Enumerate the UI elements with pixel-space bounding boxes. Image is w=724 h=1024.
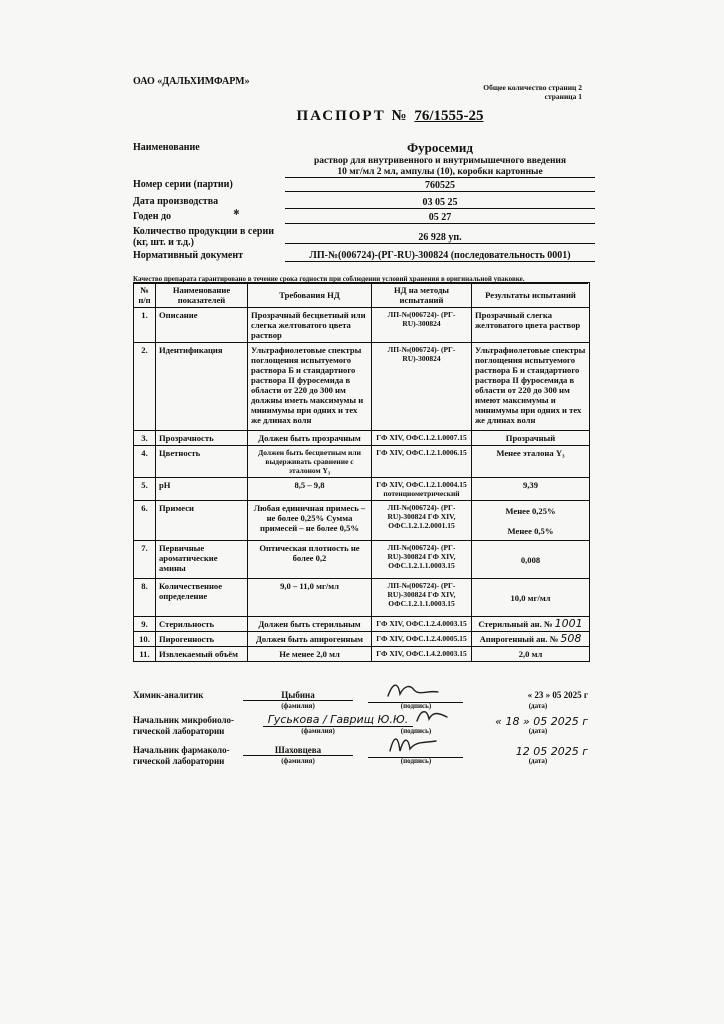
table-row bbox=[134, 579, 590, 617]
expiry-label: Годен до bbox=[133, 211, 172, 222]
row-result: Менее эталона Y₃ bbox=[472, 446, 590, 478]
row-method: ЛП-№(006724)- (РГ-RU)-300824 ГФ XIV, ОФС.1.2.1.1.0003.15 bbox=[372, 579, 472, 617]
scan-mark: ✱ bbox=[233, 208, 240, 217]
page-current: страница 1 bbox=[544, 92, 582, 101]
signature-surname: Шаховцева bbox=[243, 745, 353, 756]
signature-line bbox=[368, 731, 463, 758]
row-method: ЛП-№(006724)- (РГ-RU)-300824 ГФ XIV, ОФС.1.2.1.2.0001.15 bbox=[372, 501, 472, 541]
row-requirement: Должен быть апирогенным bbox=[248, 632, 372, 647]
surname-caption: (фамилия) bbox=[301, 727, 335, 735]
row-indicator: Примеси bbox=[156, 501, 248, 541]
name-label: Наименование bbox=[133, 142, 200, 153]
row-requirement: Не менее 2,0 мл bbox=[248, 647, 372, 662]
signature-date: « 23 » 05 2025 г bbox=[527, 690, 588, 700]
row-method: ЛП-№(006724)- (РГ-RU)-300824 ГФ XIV, ОФС.1.2.1.1.0003.15 bbox=[372, 541, 472, 579]
result-single-impurity: Менее 0,25% bbox=[505, 505, 556, 516]
row-result: Прозрачный слегка желтоватого цвета раствор bbox=[472, 308, 590, 343]
table-row bbox=[134, 343, 590, 431]
page-count bbox=[470, 83, 582, 101]
row-indicator: Стерильность bbox=[156, 617, 248, 632]
mfg-date-value: 03 05 25 bbox=[285, 197, 595, 209]
row-method: ГФ XIV, ОФС.1.2.1.0006.15 bbox=[372, 446, 472, 478]
quantity-label-2: (кг, шт. и т.д.) bbox=[133, 237, 194, 248]
date-caption: (дата) bbox=[528, 757, 548, 765]
row-number: 6. bbox=[134, 501, 156, 541]
product-description-2: 10 мг/мл 2 мл, ампулы (10), коробки картонные bbox=[285, 167, 595, 178]
result-total-impurities: Менее 0,5% bbox=[507, 525, 554, 536]
table-row bbox=[134, 478, 590, 501]
handwritten-signature bbox=[368, 678, 463, 702]
row-number: 4. bbox=[134, 446, 156, 478]
row-indicator: Идентификация bbox=[156, 343, 248, 431]
quality-note: Качество препарата гарантировано в течение срока годности при соблюдении условий хранения в оригинальной упаковке. bbox=[133, 275, 588, 284]
signature-surname: Гуськова / Гаврищ Ю.Ю. bbox=[263, 713, 413, 727]
signature-role-line2: гической лаборатории bbox=[133, 726, 225, 736]
row-indicator: Пирогенность bbox=[156, 632, 248, 647]
handwritten-signature bbox=[413, 705, 453, 727]
row-indicator: Прозрачность bbox=[156, 431, 248, 446]
row-indicator: Количественное определение bbox=[156, 579, 248, 617]
row-requirement: Должен быть прозрачным bbox=[248, 431, 372, 446]
row-number: 8. bbox=[134, 579, 156, 617]
date-caption: (дата) bbox=[528, 727, 548, 735]
signature-role-line2: гической лаборатории bbox=[133, 756, 225, 766]
passport-title bbox=[230, 108, 550, 125]
row-number: 9. bbox=[134, 617, 156, 632]
result-sterility: Стерильный ан. № bbox=[478, 619, 553, 629]
signature-role: Химик-аналитик bbox=[133, 690, 204, 700]
product-name: Фуросемид bbox=[406, 140, 473, 155]
row-result bbox=[472, 501, 590, 541]
row-method: ЛП-№(006724)- (РГ-RU)-300824 bbox=[372, 308, 472, 343]
row-requirement: Прозрачный бесцветный или слегка желтоватого цвета раствор bbox=[248, 308, 372, 343]
col-header-methods: НД на методы испытаний bbox=[372, 283, 472, 308]
table-row bbox=[134, 446, 590, 478]
row-number: 11. bbox=[134, 647, 156, 662]
row-result bbox=[472, 632, 590, 647]
signature-date: « 18 » 05 2025 г bbox=[495, 715, 588, 728]
signature-line bbox=[413, 705, 453, 727]
signature-line bbox=[368, 678, 463, 703]
signature-date: 12 05 2025 г bbox=[515, 745, 588, 758]
table-row bbox=[134, 308, 590, 343]
table-row bbox=[134, 647, 590, 662]
row-indicator: pH bbox=[156, 478, 248, 501]
row-requirement: Должен быть стерильным bbox=[248, 617, 372, 632]
signature-caption: (подпись) bbox=[400, 757, 432, 765]
company-name: ОАО «ДАЛЬХИМФАРМ» bbox=[133, 76, 250, 87]
quantity-label-1: Количество продукции в серии bbox=[133, 226, 275, 237]
handwritten-signature bbox=[368, 731, 463, 757]
row-requirement: Оптическая плотность не более 0,2 bbox=[248, 541, 372, 579]
col-header-number: № п/п bbox=[134, 283, 156, 308]
row-requirement: Любая единичная примесь – не более 0,25% Сумма примесей – не более 0,5% bbox=[248, 501, 372, 541]
analysis-number-handwritten: 1001 bbox=[554, 617, 583, 630]
row-method: ГФ XIV, ОФС.1.2.1.0007.15 bbox=[372, 431, 472, 446]
row-requirement: 8,5 – 9,8 bbox=[248, 478, 372, 501]
signature-role: Начальник фармаколо- bbox=[133, 745, 230, 755]
signature-caption: (подпись) bbox=[400, 702, 432, 710]
batch-label: Номер серии (партии) bbox=[133, 179, 233, 190]
row-number: 1. bbox=[134, 308, 156, 343]
col-header-requirements: Требования НД bbox=[248, 283, 372, 308]
row-number: 3. bbox=[134, 431, 156, 446]
signature-role: Начальник микробиоло- bbox=[133, 715, 235, 725]
mfg-date-label: Дата производства bbox=[133, 196, 219, 207]
row-result: 2,0 мл bbox=[472, 647, 590, 662]
row-method: ЛП-№(006724)- (РГ-RU)-300824 bbox=[372, 343, 472, 431]
row-result: 9,39 bbox=[472, 478, 590, 501]
table-row bbox=[134, 617, 590, 632]
row-number: 2. bbox=[134, 343, 156, 431]
row-indicator: Цветность bbox=[156, 446, 248, 478]
normative-value: ЛП-№(006724)-(РГ-RU)-300824 (последовательность 0001) bbox=[285, 250, 595, 262]
row-result: 10,0 мг/мл bbox=[472, 579, 590, 617]
col-header-name: Наименование показателей bbox=[156, 283, 248, 308]
passport-number: 76/1555-25 bbox=[414, 108, 484, 124]
row-method: ГФ XIV, ОФС.1.2.4.0005.15 bbox=[372, 632, 472, 647]
specification-table bbox=[133, 282, 590, 662]
row-result: Ультрафиолетовые спектры поглощения испытуемого раствора Б и стандартного раствора II фуросемида в области от 220 до 300 нм имеют максимумы и минимумы при одних и тех же длинах волн bbox=[472, 343, 590, 431]
surname-caption: (фамилия) bbox=[281, 702, 315, 710]
normative-label: Нормативный документ bbox=[133, 250, 244, 261]
expiry-value: 05 27 bbox=[285, 212, 595, 224]
table-header-row bbox=[134, 283, 590, 308]
row-indicator: Первичные ароматические амины bbox=[156, 541, 248, 579]
row-indicator: Извлекаемый объём bbox=[156, 647, 248, 662]
product-description-1: раствор для внутривенного и внутримышечного введения bbox=[313, 156, 567, 166]
pages-total: Общее количество страниц 2 bbox=[483, 83, 582, 92]
col-header-results: Результаты испытаний bbox=[472, 283, 590, 308]
title-prefix: ПАСПОРТ № bbox=[296, 108, 409, 124]
signature-surname: Цыбина bbox=[243, 690, 353, 701]
row-number: 7. bbox=[134, 541, 156, 579]
analysis-number-handwritten: 508 bbox=[560, 632, 582, 645]
table-row bbox=[134, 431, 590, 446]
signature-caption: (подпись) bbox=[400, 727, 432, 735]
row-number: 10. bbox=[134, 632, 156, 647]
row-number: 5. bbox=[134, 478, 156, 501]
row-result bbox=[472, 617, 590, 632]
batch-value: 760525 bbox=[285, 180, 595, 192]
row-method: ГФ XIV, ОФС.1.4.2.0003.15 bbox=[372, 647, 472, 662]
table-row bbox=[134, 632, 590, 647]
quantity-value: 26 928 уп. bbox=[285, 232, 595, 244]
row-result: Прозрачный bbox=[472, 431, 590, 446]
row-requirement: 9,0 – 11,0 мг/мл bbox=[248, 579, 372, 617]
row-indicator: Описание bbox=[156, 308, 248, 343]
surname-caption: (фамилия) bbox=[281, 757, 315, 765]
date-caption: (дата) bbox=[528, 702, 548, 710]
result-pyrogenicity: Апирогенный ан. № bbox=[479, 634, 559, 644]
row-method: ГФ XIV, ОФС.1.2.4.0003.15 bbox=[372, 617, 472, 632]
row-requirement: Должен быть бесцветным или выдерживать сравнение с эталоном Y₃ bbox=[248, 446, 372, 478]
row-result: 0,008 bbox=[472, 541, 590, 579]
table-row bbox=[134, 541, 590, 579]
row-requirement: Ультрафиолетовые спектры поглощения испытуемого раствора Б и стандартного раствора II фуросемида в области от 220 до 300 нм должны иметь максимумы и минимумы при одних и тех же длинах волн bbox=[248, 343, 372, 431]
table-row bbox=[134, 501, 590, 541]
row-method: ГФ XIV, ОФС.1.2.1.0004.15 потенциометрический bbox=[372, 478, 472, 501]
